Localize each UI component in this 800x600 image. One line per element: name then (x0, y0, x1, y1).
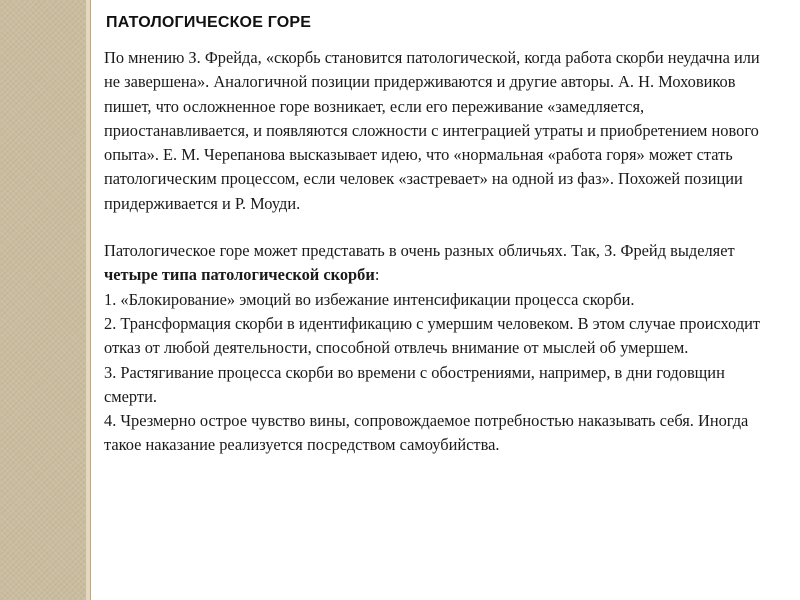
decorative-side-stripe (0, 0, 86, 600)
slide-title: ПАТОЛОГИЧЕСКОЕ ГОРЕ (106, 14, 312, 31)
types-intro-colon: : (374, 265, 380, 285)
list-item-2: 2. Трансформация скорби в идентификацию с умершим человеком. В этом случае происходит отказ от любой деятельности, способной отвлечь внимание от мыслей об умершем. (104, 313, 761, 358)
paragraph-types-intro (104, 239, 774, 288)
decorative-stripe-border (90, 0, 91, 600)
types-intro-text: Патологическое горе может представать в очень разных обличьях. Так, З. Фрейд выделяет (104, 241, 735, 261)
slide-content (104, 14, 774, 458)
paragraph-spacer (104, 216, 774, 239)
list-item-3: 3. Растягивание процесса скорби во времени с обострениями, например, в дни годовщин смерти. (104, 362, 725, 406)
types-intro-bold: четыре типа патологической скорби (104, 265, 375, 285)
list-item-4: 4. Чрезмерно острое чувство вины, сопровождаемое потребностью наказывать себя. Иногда такое наказание реализуется посредством самоубийства. (104, 411, 749, 455)
list-item-1: 1. «Блокирование» эмоций во избежание интенсификации процесса скорби. (104, 289, 635, 309)
paragraph-freud-quote: По мнению З. Фрейда, «скорбь становится патологической, когда работа скорби неудачна или не завершена». Аналогичной позиции придерживаются и другие авторы. А. Н. Моховиков пишет, что осложненное горе возникает, если его переживание «замедляется, приостанавливается, и появляются сложности с интеграцией утраты и приобретением нового опыта». Е. М. Черепанова высказывает идею, что «нормальная «работа горя» может стать патологическим процессом, если человек «застревает» на одной из фаз». Похожей позиции придерживается и Р. Моуди. (104, 48, 760, 213)
